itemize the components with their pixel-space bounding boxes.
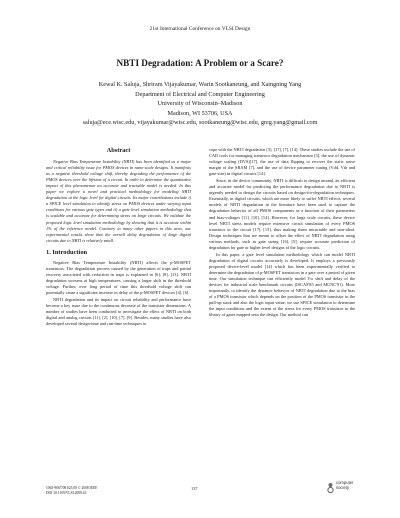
university: University of Wisconsin–Madison: [157, 100, 243, 108]
copyright-footer: [46, 486, 97, 496]
paper-title: NBTI Degradation: A Problem or a Scare?: [116, 58, 284, 68]
abstract-text: Negative Bias Temperature Instability (NBTI) has been identified as a major and critical reliability issue for PMOS devices in nano-scale designs. It manifests as a negative threshold voltage shift, thereby degrading the performance of the PMOS devices over the lifetime of a circuit. In order to determine the quantitative impact of this phenomenon an accurate and tractable model is needed. In this paper we explore a novel and practical methodology for modeling NBTI degradation at the logic level for digital circuits. Its major contributions include i) a SPICE level simulation to identify stress on PMOS devices under varying input conditions for various gate types and ii) a gate level simulation methodology that is scalable and accurate for determining stress on large circuits. We validate the proposed logic level simulation methodology by showing that it is accurate within 1% of the reference model. Contrary to many other papers in this area, our experimental results show that the overall delay degradation of large digital circuits due to NBTI is relatively small.: [46, 159, 191, 243]
conference-header: 21st International Conference on VLSI Design: [149, 26, 251, 32]
left-column: [46, 147, 191, 327]
introduction-heading: 1. Introduction: [46, 248, 88, 256]
emails: saluja@ece.wisc.edu, vijayakumar@wisc.edu, sootkaneung@wisc.edu, greg.yang@gmail.com: [82, 119, 318, 127]
logo-text-line-1: computer: [336, 480, 354, 485]
intro-paragraph-2: NBTI degradation and its impact on circuit reliability and performance have become a key issue due to the continuous decrease of the transistor dimensions. A number of studies have been conducted to investigate the effect of NBTI on both digital and analog circuits [11], [2], [10], [7], [9]. Besides, many studies have also developed several design-time and run-time techniques to: [46, 297, 191, 327]
author-block: [20, 80, 380, 128]
right-paragraph-3: In this paper, a gate level simulation methodology which can model NBTI degradation of digital circuits accurately is developed. It employs a previously proposed device-level model [14] which has been experimentally verified to determine the degradation of p-MOSFET transistors in a gate over a period of given time. Our simulation technique can efficiently model Vₜₕ shift and delay of the devices for industrial scale benchmark circuits (ISCAS'85 and MCNC'91). More importantly, to identify the dynamic behavior of NBTI degradation due to the bias of a PMOS transistor which depends on the position of the PMOS transistor in the pull-up stack and also the logic input value, we use SPICE simulation to determine the input conditions and the extent of the stress for every PMOS transistor in the library of gates mapped onto the design. Our method can: [209, 251, 355, 318]
address: Madison, WI 53706, USA: [167, 109, 233, 117]
right-column: [209, 147, 355, 318]
intro-paragraph-1: Negative Bias Temperature Instability (NBTI) affects the p-MOSFET transistors. The degradation process caused by the generation of traps and partial recovery associated with reduction in traps is explained in [6], [8], [13]. NBTI degradation worsens at high temperatures, causing a larger shift in the threshold voltage. Further, over long period of time this threshold voltage shift can potentially cause a significant increase in delay of the p-MOSFET devices [4], [6].: [46, 259, 191, 295]
department: Department of Electrical and Computer Engineering: [135, 90, 265, 98]
computer-society-logo: [326, 480, 356, 498]
doi-line: DOI 10.1109/VLSI.2008.43: [46, 491, 87, 495]
authors: Kewal K. Saluja, Shriram Vijayakumar, Warin Sootkaneung, and Xaingning Yang: [98, 81, 302, 88]
logo-text-line-2: society: [336, 484, 350, 490]
page-number: 137: [191, 486, 198, 491]
copyright-line: 1063-9667/08 $25.00 © 2008 IEEE: [46, 486, 98, 490]
right-paragraph-1: cope with the NBTI degradation [3], [17], [7], [14]. These studies include the use of CAD tools for managing transistor degradation mechanism [3], the use of dynamic voltage scaling (DVS)[17], the use of data flipping to recover the static noise margin of the SRAM [7], and the use of device parameter tuning (Vdd, Vth and gate-size) in digital circuits [14].: [209, 147, 355, 177]
computer-society-logo-icon: [326, 482, 335, 494]
logo-text: [336, 481, 353, 491]
abstract-heading: Abstract: [106, 147, 131, 154]
right-paragraph-2: Since, in the device community, NBTI is difficult to design around, an efficient and accurate model for predicting the performance degradation due to NBTI is urgently needed to design the circuits based on design-for-degradation techniques. Essentially, in digital circuits, which are more likely to suffer NBTI effects, several models of NBTI degradation in the literature have been used to capture the degradation behavior of all PMOS components as a function of their parameters and bias-voltages [11], [10], [14]. However, for large scale circuits, these device level NBTI stress models require extensive circuit simulation of every PMOS transistor in the circuit [17], [13], thus making them intractable and non-ideal. Design techniques that are meant to offset the effect of NBTI degradation using various methods, such as gate sizing [16], [5], require accurate prediction of degradation for gate or higher level designs of the logic circuits.: [209, 178, 355, 250]
